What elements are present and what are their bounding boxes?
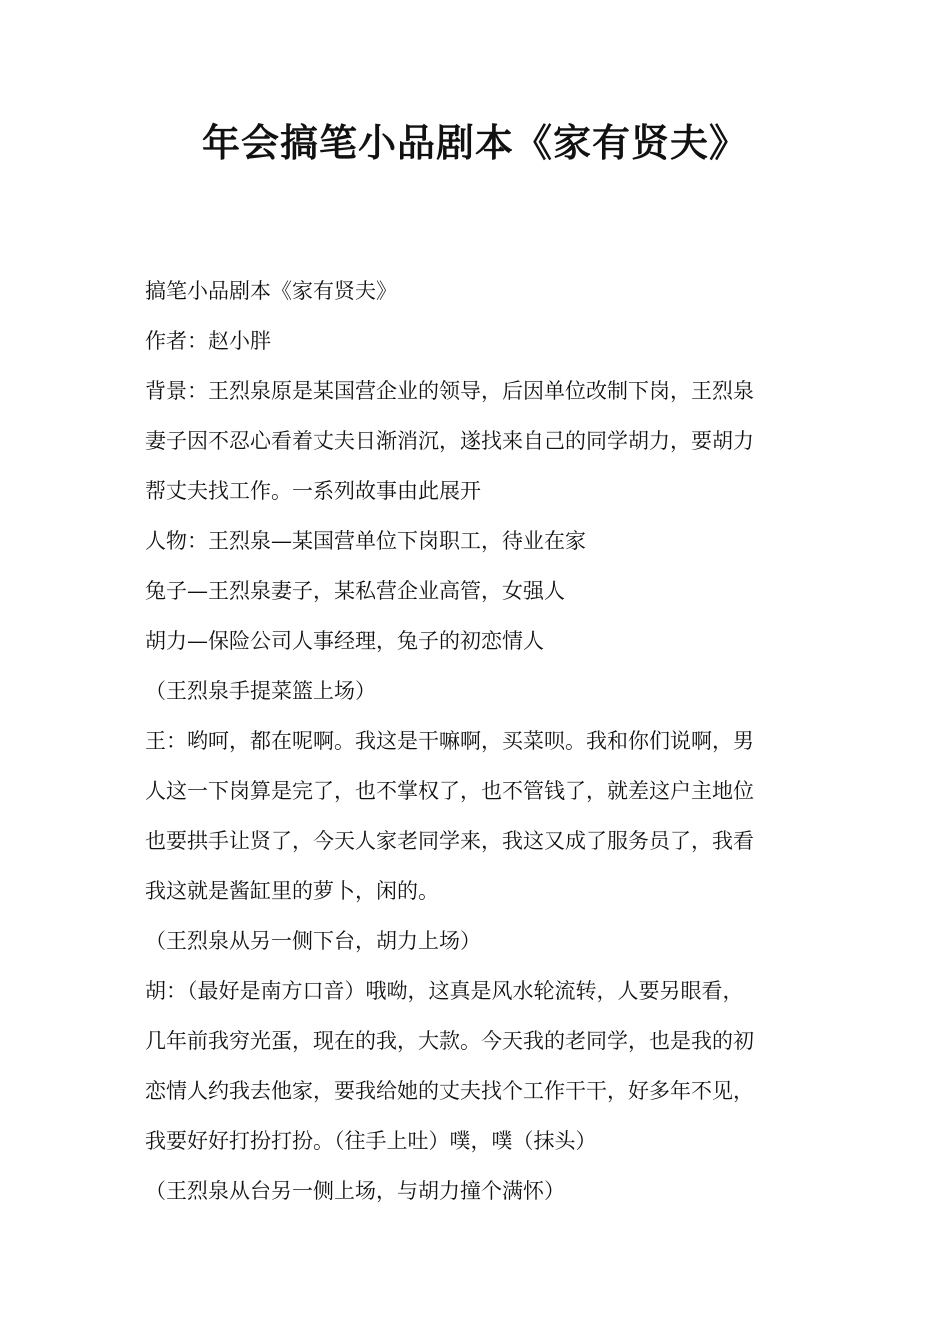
text-line: 王：哟呵，都在呢啊。我这是干嘛啊，买菜呗。我和你们说啊，男 [145,729,754,753]
text-line: 我这就是酱缸里的萝卜，闲的。 [145,879,439,903]
text-line: 作者：赵小胖 [145,329,271,353]
text-line: （王烈泉从另一侧下台，胡力上场） [145,929,481,953]
text-line: 帮丈夫找工作。一系列故事由此展开 [145,479,481,503]
text-line: 背景：王烈泉原是某国营企业的领导，后因单位改制下岗，王烈泉 [145,379,754,403]
text-line: 胡力—保险公司人事经理，兔子的初恋情人 [145,629,544,653]
text-line: 几年前我穷光蛋，现在的我，大款。今天我的老同学，也是我的初 [145,1029,754,1053]
text-line: 妻子因不忍心看着丈夫日渐消沉，遂找来自己的同学胡力，要胡力 [145,429,754,453]
document-title: 年会搞笔小品剧本《家有贤夫》 [201,120,748,165]
text-line: 胡：（最好是南方口音）哦呦，这真是风水轮流转，人要另眼看， [145,979,744,1003]
text-line: 人这一下岗算是完了，也不掌权了，也不管钱了，就差这户主地位 [145,779,754,803]
text-line: （王烈泉从台另一侧上场，与胡力撞个满怀） [145,1179,565,1203]
text-line: （王烈泉手提菜篮上场） [145,679,376,703]
text-line: 搞笔小品剧本《家有贤夫》 [145,279,397,303]
text-line: 也要拱手让贤了，今天人家老同学来，我这又成了服务员了，我看 [145,829,754,853]
text-line: 人物：王烈泉—某国营单位下岗职工，待业在家 [145,529,586,553]
text-line: 我要好好打扮打扮。（往手上吐）噗，噗（抹头） [145,1129,597,1153]
document-body [145,266,805,1216]
text-line: 恋情人约我去他家，要我给她的丈夫找个工作干干，好多年不见， [145,1079,754,1103]
text-line: 兔子—王烈泉妻子，某私营企业高管，女强人 [145,579,565,603]
